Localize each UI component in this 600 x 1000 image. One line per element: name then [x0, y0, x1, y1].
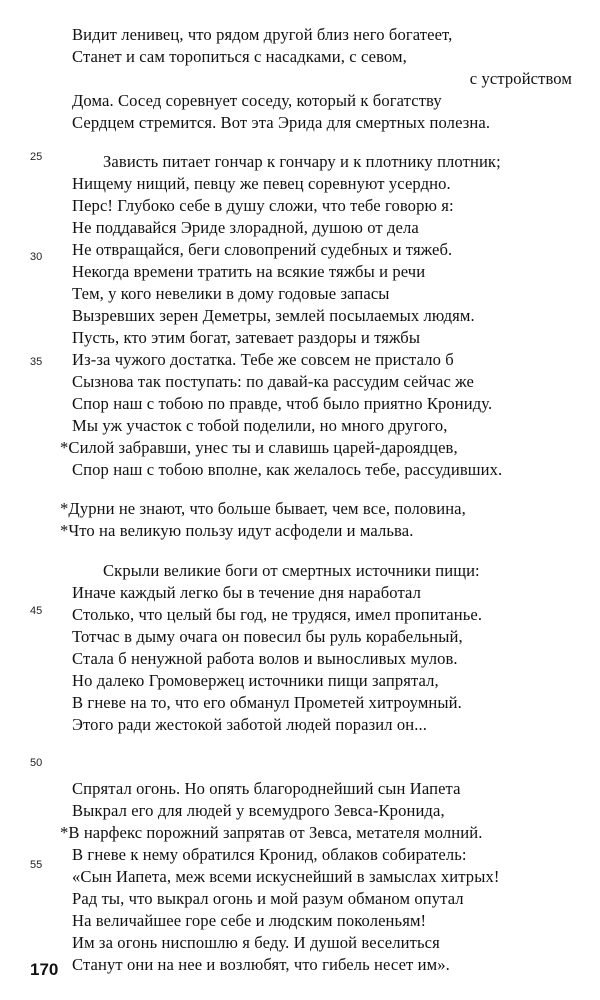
verse-line: Станет и сам торопиться с насадками, с севом,	[72, 47, 407, 66]
verse-line: Пусть, кто этим богат, затевает раздоры и тяжбы	[72, 328, 421, 347]
verse-line: Тотчас в дыму очага он повесил бы руль корабельный,	[72, 627, 463, 646]
verse-line: Рад ты, что выкрал огонь и мой разум обманом опутал	[72, 889, 464, 908]
verse-line: *Силой забравши, унес ты и славишь царей-дароядцев,	[60, 438, 458, 457]
line-number: 50	[30, 757, 43, 769]
verse-line: Станут они на нее и возлюбят, что гибель несет им».	[72, 955, 450, 974]
verse-line: Видит ленивец, что рядом другой близ него богатеет,	[72, 25, 453, 44]
verse-line: Спрятал огонь. Но опять благороднейший сын Иапета	[72, 779, 461, 798]
line-number: 45	[30, 605, 43, 617]
verse-line: *Дурни не знают, что больше бывает, чем все, половина,	[60, 499, 466, 518]
verse-line: Но далеко Громовержец источники пищи запрятал,	[72, 671, 439, 690]
verse-line: Скрыли великие боги от смертных источники пищи:	[103, 561, 480, 580]
verse-line: Не отвращайся, беги словопрений судебных и тяжеб.	[72, 240, 453, 259]
verse-line: Из-за чужого достатка. Тебе же совсем не пристало б	[72, 350, 454, 369]
verse-line: Стала б ненужной работа волов и выносливых мулов.	[72, 649, 458, 668]
verse-line: Спор наш с тобою вполне, как желалось тебе, рассудивших.	[72, 460, 503, 479]
verse-line-continuation: с устройством	[469, 69, 572, 88]
line-number: 55	[30, 859, 43, 871]
verse-line: Дома. Сосед соревнует соседу, который к богатству	[72, 91, 442, 110]
verse-line: Нищему нищий, певцу же певец соревнуют усердно.	[72, 174, 451, 193]
verse-line: Спор наш с тобою по правде, чтоб было приятно Крониду.	[72, 394, 493, 413]
verse-line: Перс! Глубоко себе в душу сложи, что тебе говорю я:	[72, 196, 454, 215]
verse-line: *В нарфекс порожний запрятав от Зевса, метателя молний.	[60, 823, 483, 842]
verse-line: Столько, что целый бы год, не трудяся, имел пропитанье.	[72, 605, 483, 624]
verse-line: Мы уж участок с тобой поделили, но много другого,	[72, 416, 448, 435]
verse-line: Не поддавайся Эриде злорадной, душою от дела	[72, 218, 419, 237]
verse-line: В гневе на то, что его обманул Прометей хитроумный.	[72, 693, 462, 712]
verse-line: «Сын Иапета, меж всеми искуснейший в замыслах хитрых!	[72, 867, 500, 886]
line-number: 30	[30, 251, 43, 263]
verse-line: Тем, у кого невелики в дому годовые запасы	[72, 284, 390, 303]
verse-line: *Что на великую пользу идут асфодели и мальва.	[60, 521, 414, 540]
verse-line: Некогда времени тратить на всякие тяжбы и речи	[72, 262, 426, 281]
line-number: 25	[30, 151, 43, 163]
verse-line: Выкрал его для людей у всемудрого Зевса-Кронида,	[72, 801, 445, 820]
verse-line: Вызревших зерен Деметры, землей посылаемых людям.	[72, 306, 475, 325]
verse-line: В гневе к нему обратился Кронид, облаков собиратель:	[72, 845, 467, 864]
verse-line: Иначе каждый легко бы в течение дня наработал	[72, 583, 421, 602]
verse-line: Им за огонь ниспошлю я беду. И душой веселиться	[72, 933, 440, 952]
verse-line: На величайшее горе себе и людским поколеньям!	[72, 911, 427, 930]
verse-line: Сердцем стремится. Вот эта Эрида для смертных полезна.	[72, 113, 491, 132]
verse-line: Этого ради жестокой заботой людей поразил он...	[72, 715, 428, 734]
page-number: 170	[30, 960, 59, 979]
line-number: 35	[30, 356, 43, 368]
verse-line: Зависть питает гончар к гончару и к плотнику плотник;	[103, 152, 501, 171]
verse-line: Сызнова так поступать: по давай-ка рассудим сейчас же	[72, 372, 474, 391]
